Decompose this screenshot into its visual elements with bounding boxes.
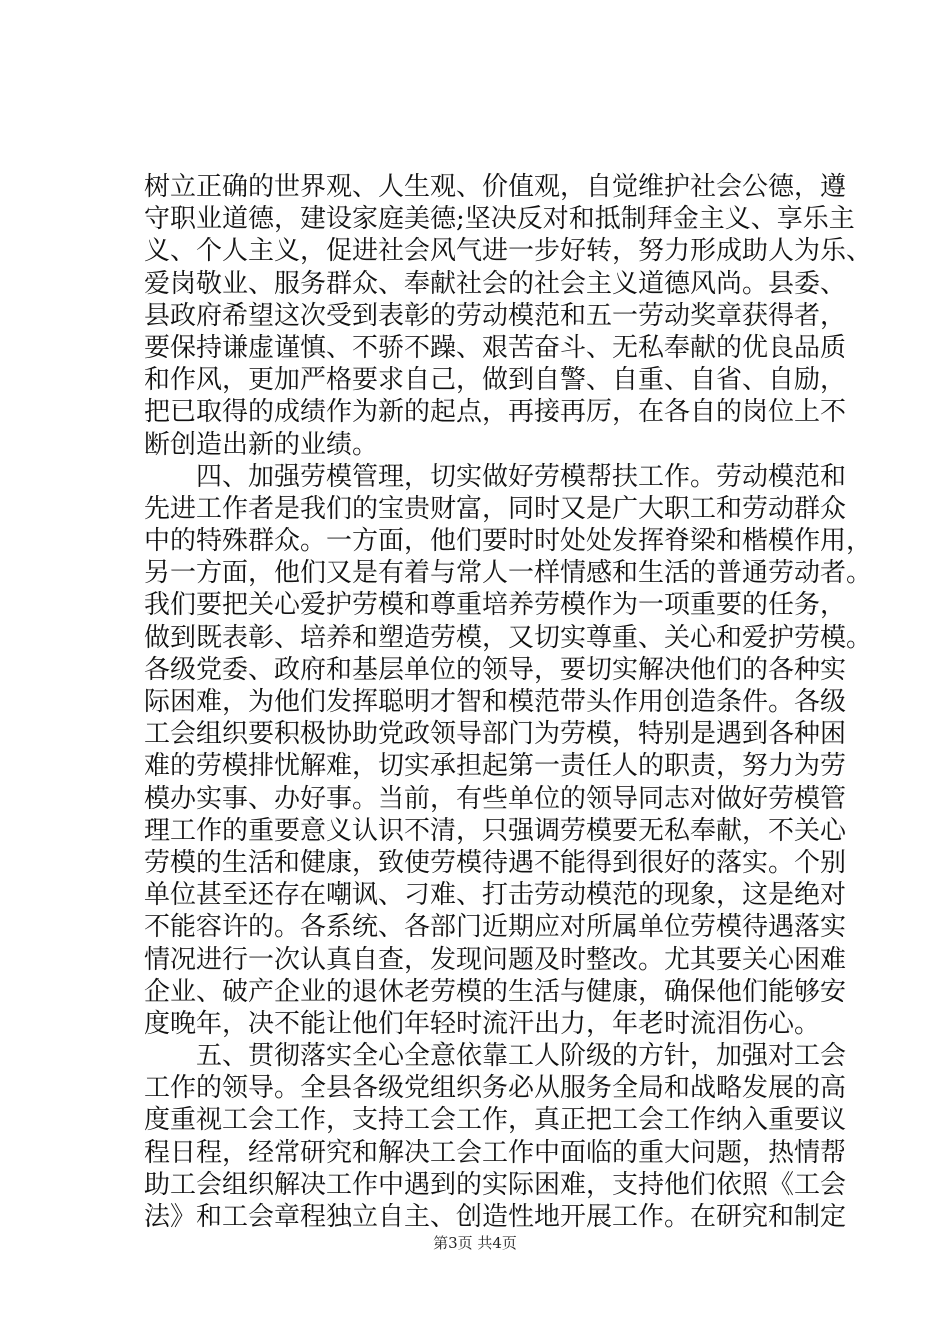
document-body [144, 171, 873, 1233]
text-line: 四、加强劳模管理，切实做好劳模帮扶工作。劳动模范和 [144, 461, 847, 492]
text-line: 县政府希望这次受到表彰的劳动模范和五一劳动奖章获得者， [144, 300, 847, 331]
text-line: 断创造出新的业绩。 [144, 429, 379, 460]
text-line: 助工会组织解决工作中遇到的实际困难，支持他们依照《工会 [144, 1169, 847, 1200]
text-line: 和作风，更加严格要求自己，做到自警、自重、自省、自励， [144, 365, 847, 396]
text-line: 树立正确的世界观、人生观、价值观，自觉维护社会公德，遵 [144, 172, 847, 202]
text-line: 际困难，为他们发挥聪明才智和模范带头作用创造条件。各级 [144, 687, 847, 717]
text-line: 我们要把关心爱护劳模和尊重培养劳模作为一项重要的任务， [144, 590, 847, 621]
text-line: 法》和工会章程独立自主、创造性地开展工作。在研究和制定 [144, 1202, 847, 1232]
text-line: 另一方面，他们又是有着与常人一样情感和生活的普通劳动者。 [144, 558, 873, 589]
text-line: 要保持谦虚谨慎、不骄不躁、艰苦奋斗、无私奉献的优良品质 [144, 332, 847, 363]
text-line: 度重视工会工作，支持工会工作，真正把工会工作纳入重要议 [144, 1105, 847, 1136]
text-line: 守职业道德，建设家庭美德;坚决反对和抵制拜金主义、享乐主 [144, 204, 855, 235]
text-line: 难的劳模排忧解难，切实承担起第一责任人的职责，努力为劳 [144, 751, 847, 782]
text-line: 先进工作者是我们的宝贵财富，同时又是广大职工和劳动群众 [144, 493, 847, 524]
text-line: 不能容许的。各系统、各部门近期应对所属单位劳模待遇落实 [144, 912, 847, 943]
text-line: 程日程，经常研究和解决工会工作中面临的重大问题，热情帮 [144, 1137, 847, 1168]
text-line: 企业、破产企业的退休老劳模的生活与健康，确保他们能够安 [144, 976, 847, 1007]
text-line: 做到既表彰、培养和塑造劳模，又切实尊重、关心和爱护劳模。 [144, 622, 873, 653]
text-line: 度晚年，决不能让他们年轻时流汗出力，年老时流泪伤心。 [144, 1008, 821, 1039]
text-line: 工作的领导。全县各级党组织务必从服务全局和战略发展的高 [144, 1073, 847, 1104]
text-line: 情况进行一次认真自查，发现问题及时整改。尤其要关心困难 [144, 944, 847, 975]
text-line: 模办实事、办好事。当前，有些单位的领导同志对做好劳模管 [144, 783, 847, 814]
text-line: 各级党委、政府和基层单位的领导，要切实解决他们的各种实 [144, 654, 847, 685]
text-line: 单位甚至还存在嘲讽、刁难、打击劳动模范的现象，这是绝对 [144, 880, 847, 911]
text-line: 中的特殊群众。一方面，他们要时时处处发挥脊梁和楷模作用， [144, 526, 873, 557]
text-line: 五、贯彻落实全心全意依靠工人阶级的方针，加强对工会 [144, 1041, 847, 1072]
text-line: 把已取得的成绩作为新的起点，再接再厉，在各自的岗位上不 [144, 397, 847, 428]
text-line: 工会组织要积极协助党政领导部门为劳模，特别是遇到各种困 [144, 719, 847, 750]
text-line: 劳模的生活和健康，致使劳模待遇不能得到很好的落实。个别 [144, 847, 847, 878]
text-line: 理工作的重要意义认识不清，只强调劳模要无私奉献，不关心 [144, 815, 847, 846]
page-number-footer: 第3页 共4页 [433, 1234, 517, 1252]
text-line: 爱岗敬业、服务群众、奉献社会的社会主义道德风尚。县委、 [144, 268, 847, 299]
text-line: 义、个人主义，促进社会风气进一步好转，努力形成助人为乐、 [144, 236, 873, 267]
